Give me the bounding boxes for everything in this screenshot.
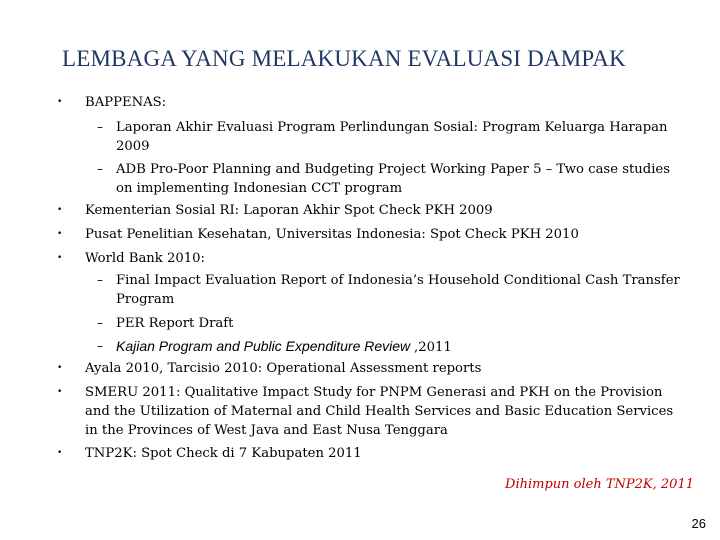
list-item-text: SMERU 2011: Qualitative Impact Study for PNPM Generasi and PKH on the Provision and the Utilization of Maternal and Child Health Services and Basic Education Services in the Provinces of West Java and East Nusa Tenggara: [85, 385, 674, 438]
sub-item-text: [116, 337, 686, 357]
sub-item-italic-text: Kajian Program and Public Expenditure Review: [116, 338, 415, 354]
page-title: LEMBAGA YANG MELAKUKAN EVALUASI DAMPAK: [62, 46, 626, 71]
list-item-text: World Bank 2010:: [85, 251, 205, 266]
credit-text: Dihimpun oleh TNP2K, 2011: [505, 477, 694, 492]
sub-item-text: Laporan Akhir Evaluasi Program Perlindungan Sosial: Program Keluarga Harapan 2009: [116, 120, 668, 154]
list-item-text: Ayala 2010, Tarcisio 2010: Operational Assessment reports: [85, 361, 482, 376]
sub-item-year-text: ,2011: [414, 340, 452, 355]
bullet-icon: •: [57, 253, 63, 263]
bullet-icon: •: [57, 97, 63, 107]
dash-icon: –: [97, 120, 103, 134]
list-item-text: Kementerian Sosial RI: Laporan Akhir Spot Check PKH 2009: [85, 203, 493, 218]
dash-icon: –: [97, 339, 103, 353]
sub-item-text: PER Report Draft: [116, 316, 234, 331]
bullet-icon: •: [57, 448, 63, 458]
sub-item-text: Final Impact Evaluation Report of Indonesia’s Household Conditional Cash Transfer Program: [116, 273, 680, 307]
list-item-text: BAPPENAS:: [85, 95, 167, 110]
page-number: 26: [691, 516, 706, 531]
bullet-icon: •: [57, 205, 63, 215]
dash-icon: –: [97, 316, 103, 330]
sub-item-text: ADB Pro-Poor Planning and Budgeting Project Working Paper 5 – Two case studies on implementing Indonesian CCT program: [116, 162, 670, 196]
list-item-text: TNP2K: Spot Check di 7 Kabupaten 2011: [85, 446, 362, 461]
dash-icon: –: [97, 273, 103, 287]
bullet-icon: •: [57, 387, 63, 397]
dash-icon: –: [97, 162, 103, 176]
list-item-text: Pusat Penelitian Kesehatan, Universitas Indonesia: Spot Check PKH 2010: [85, 227, 579, 242]
bullet-icon: •: [57, 229, 63, 239]
bullet-icon: •: [57, 363, 63, 373]
